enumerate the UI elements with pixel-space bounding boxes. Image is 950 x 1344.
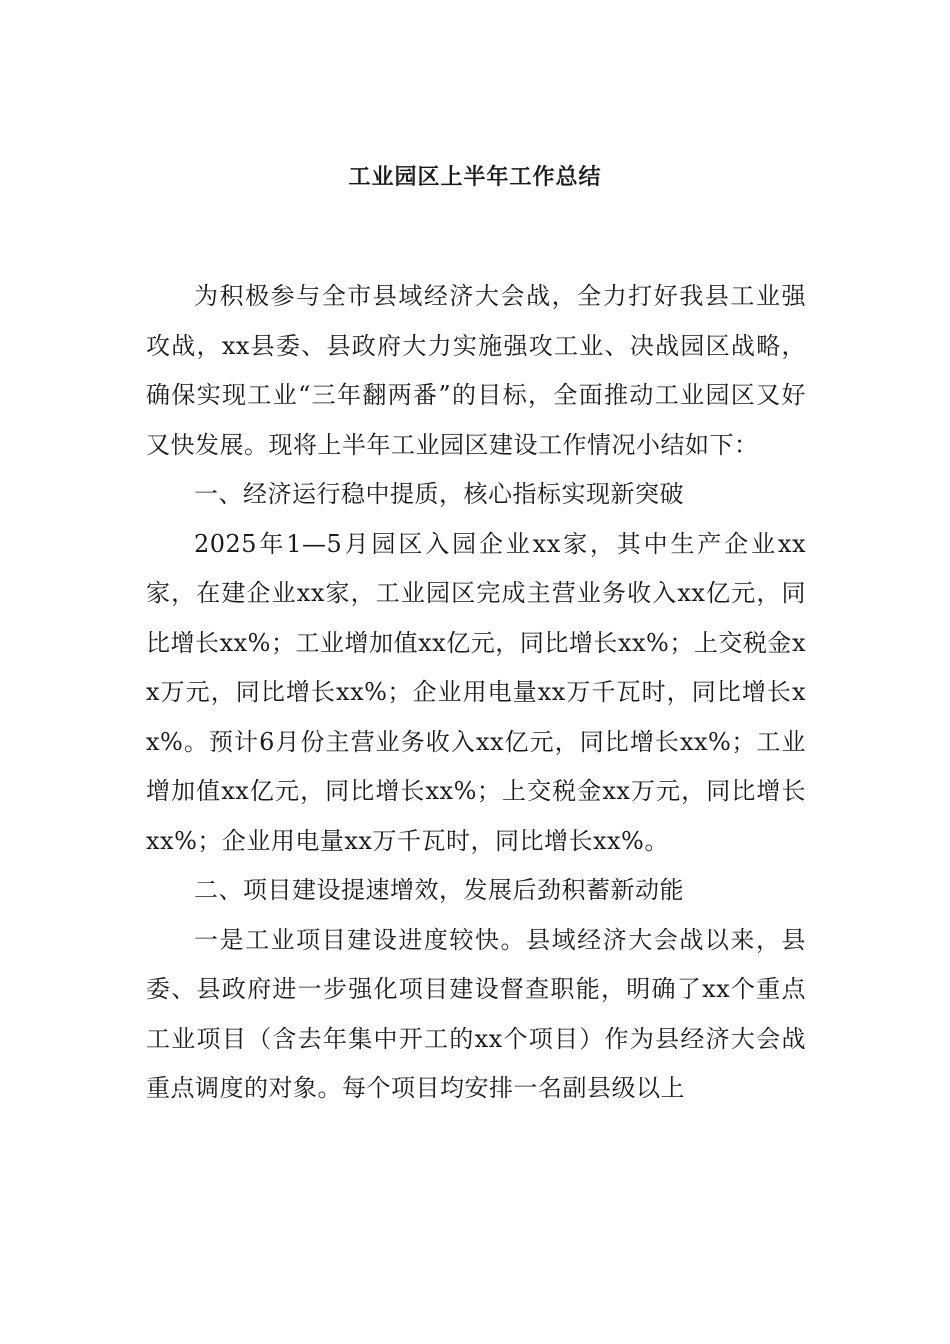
section-heading-projects: 二、项目建设提速增效，发展后劲积蓄新动能 bbox=[194, 876, 684, 904]
economy-paragraph: 2025年1—5月园区入园企业xx家，其中生产企业xx家，在建企业xx家，工业园区完成主营业务收入xx亿元，同比增长xx%；工业增加值xx亿元，同比增长xx%；上交税金xx万元，同比增长xx%；企业用电量xx万千瓦时，同比增长xx%。预计6月份主营业务收入xx亿元，同比增长xx%；工业增加值xx亿元，同比增长xx%；上交税金xx万元，同比增长xx%；企业用电量xx万千瓦时，同比增长xx%。 bbox=[146, 529, 806, 855]
section-heading-economy: 一、经济运行稳中提质，核心指标实现新突破 bbox=[194, 480, 684, 508]
document-title: 工业园区上半年工作总结 bbox=[348, 165, 602, 190]
document-body bbox=[146, 272, 806, 1114]
projects-paragraph: 一是工业项目建设进度较快。县域经济大会战以来，县委、县政府进一步强化项目建设督查职能，明确了xx个重点工业项目（含去年集中开工的xx个项目）作为县经济大会战重点调度的对象。每个项目均安排一名副县级以上 bbox=[146, 925, 806, 1102]
intro-paragraph: 为积极参与全市县域经济大会战，全力打好我县工业强攻战，xx县委、县政府大力实施强攻工业、决战园区战略，确保实现工业“三年翻两番”的目标，全面推动工业园区又好又快发展。现将上半年工业园区建设工作情况小结如下： bbox=[146, 282, 806, 459]
